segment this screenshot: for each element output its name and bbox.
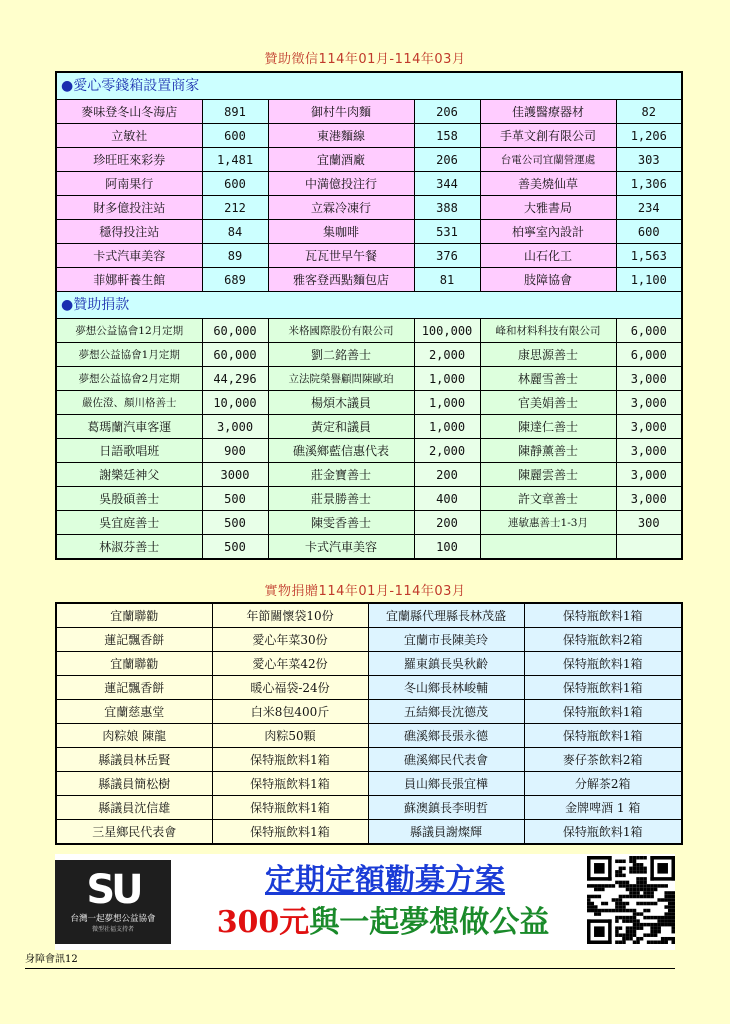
donation-amount: 234 xyxy=(616,196,682,220)
donation-amount: 84 xyxy=(202,220,268,244)
donor-name: 連敏惠善士1-3月 xyxy=(480,511,616,535)
donor-name: 肢障協會 xyxy=(480,268,616,292)
table-row xyxy=(56,748,682,772)
donation-amount: 1,000 xyxy=(414,367,480,391)
donor-name: 立敏社 xyxy=(56,124,202,148)
donor-name: 陳麗雲善士 xyxy=(480,463,616,487)
gift-item: 暖心福袋-24份 xyxy=(212,676,368,700)
table-row xyxy=(56,463,682,487)
donation-amount: 600 xyxy=(616,220,682,244)
donation-amount: 400 xyxy=(414,487,480,511)
donation-amount xyxy=(616,535,682,560)
donation-amount: 158 xyxy=(414,124,480,148)
giver-name: 宜蘭市長陳美玲 xyxy=(368,628,524,652)
giver-name: 蓮記飄香餅 xyxy=(56,676,212,700)
donation-amount: 3,000 xyxy=(616,487,682,511)
gift-item: 白米8包400斤 xyxy=(212,700,368,724)
donor-name: 麥味登冬山冬海店 xyxy=(56,100,202,124)
donor-name: 菲娜軒養生館 xyxy=(56,268,202,292)
donor-name: 林麗雪善士 xyxy=(480,367,616,391)
donation-amount: 1,306 xyxy=(616,172,682,196)
table-row xyxy=(56,391,682,415)
donation-amount: 6,000 xyxy=(616,343,682,367)
table-row xyxy=(56,100,682,124)
table-row xyxy=(56,628,682,652)
gift-item: 分解茶2箱 xyxy=(524,772,682,796)
donor-name: 吳殷碩善士 xyxy=(56,487,202,511)
donor-name: 宜蘭酒廠 xyxy=(268,148,414,172)
table-row xyxy=(56,319,682,343)
donation-amount: 600 xyxy=(202,124,268,148)
donor-name: 林淑芬善士 xyxy=(56,535,202,560)
giver-name: 縣議員沈信雄 xyxy=(56,796,212,820)
campaign-headline: 定期定額勸募方案 xyxy=(265,863,505,898)
donation-amount: 1,100 xyxy=(616,268,682,292)
donor-name: 山石化工 xyxy=(480,244,616,268)
gift-item: 肉粽50顆 xyxy=(212,724,368,748)
giver-name: 羅東鎮長吳秋齡 xyxy=(368,652,524,676)
footer-page-label: 身障會訊12 xyxy=(25,954,675,969)
donation-amount: 60,000 xyxy=(202,319,268,343)
donor-name: 穩得投注站 xyxy=(56,220,202,244)
gift-item: 保特瓶飲料1箱 xyxy=(524,652,682,676)
donor-name: 瓦瓦世早午餐 xyxy=(268,244,414,268)
donation-amount: 200 xyxy=(414,511,480,535)
donation-amount: 81 xyxy=(414,268,480,292)
giver-name: 冬山鄉長林峻輔 xyxy=(368,676,524,700)
campaign-banner xyxy=(55,854,675,950)
donation-amount: 376 xyxy=(414,244,480,268)
donation-amount: 500 xyxy=(202,511,268,535)
giver-name: 宜蘭聯勸 xyxy=(56,603,212,628)
gift-item: 保特瓶飲料1箱 xyxy=(524,676,682,700)
donation-amount: 206 xyxy=(414,148,480,172)
donor-name: 財多億投注站 xyxy=(56,196,202,220)
donor-name: 善美燒仙草 xyxy=(480,172,616,196)
donation-amount: 212 xyxy=(202,196,268,220)
donor-name: 日語歌唱班 xyxy=(56,439,202,463)
donor-name: 夢想公益協會1月定期 xyxy=(56,343,202,367)
gift-item: 年節關懷袋10份 xyxy=(212,603,368,628)
campaign-slogan xyxy=(183,904,583,942)
donor-name: 雅客登西點麵包店 xyxy=(268,268,414,292)
table-row xyxy=(56,196,682,220)
section-header: ●贊助捐款 xyxy=(56,292,682,319)
giver-name: 蘇澳鎮長李明哲 xyxy=(368,796,524,820)
donor-name: 黃定和議員 xyxy=(268,415,414,439)
table-row xyxy=(56,415,682,439)
table-row xyxy=(56,676,682,700)
donor-name: 台電公司宜蘭營運處 xyxy=(480,148,616,172)
table-row xyxy=(56,244,682,268)
table-row xyxy=(56,652,682,676)
donation-amount: 3,000 xyxy=(202,415,268,439)
donation-amount: 891 xyxy=(202,100,268,124)
donation-amount: 3,000 xyxy=(616,391,682,415)
table-row xyxy=(56,343,682,367)
donor-name: 珍旺旺來彩券 xyxy=(56,148,202,172)
giver-name: 宜蘭聯勸 xyxy=(56,652,212,676)
table-row xyxy=(56,220,682,244)
donation-amount: 600 xyxy=(202,172,268,196)
giver-name: 縣議員簡松樹 xyxy=(56,772,212,796)
table-row xyxy=(56,268,682,292)
association-logo xyxy=(55,860,171,944)
donor-name: 莊景勝善士 xyxy=(268,487,414,511)
giver-name: 肉粽娘 陳龍 xyxy=(56,724,212,748)
gift-item: 保特瓶飲料2箱 xyxy=(524,628,682,652)
donation-amount: 3,000 xyxy=(616,415,682,439)
donor-name: 吳宜庭善士 xyxy=(56,511,202,535)
donation-amount: 44,296 xyxy=(202,367,268,391)
gift-item: 保特瓶飲料1箱 xyxy=(524,820,682,845)
donor-name: 卡式汽車美容 xyxy=(56,244,202,268)
donor-name: 康思源善士 xyxy=(480,343,616,367)
donor-name: 陳雯香善士 xyxy=(268,511,414,535)
donation-amount: 1,563 xyxy=(616,244,682,268)
donor-name: 莊金寶善士 xyxy=(268,463,414,487)
donor-name: 峰和材料科技有限公司 xyxy=(480,319,616,343)
donation-amount: 344 xyxy=(414,172,480,196)
gift-item: 麥仔茶飲料2箱 xyxy=(524,748,682,772)
table-row xyxy=(56,148,682,172)
giver-name: 五結鄉長沈德茂 xyxy=(368,700,524,724)
donation-amount: 1,000 xyxy=(414,391,480,415)
donor-name: 許文章善士 xyxy=(480,487,616,511)
gift-item: 金牌啤酒 1 箱 xyxy=(524,796,682,820)
donation-amount: 60,000 xyxy=(202,343,268,367)
donor-name: 楊煩木議員 xyxy=(268,391,414,415)
giver-name: 礁溪鄉長張永德 xyxy=(368,724,524,748)
gift-item: 保特瓶飲料1箱 xyxy=(212,796,368,820)
gift-item: 愛心年菜42份 xyxy=(212,652,368,676)
donation-amount: 500 xyxy=(202,535,268,560)
donor-name: 謝樂廷神父 xyxy=(56,463,202,487)
donation-amount: 300 xyxy=(616,511,682,535)
table-row xyxy=(56,820,682,845)
donation-amount: 10,000 xyxy=(202,391,268,415)
donation-amount: 689 xyxy=(202,268,268,292)
giver-name: 宜蘭慈惠堂 xyxy=(56,700,212,724)
donor-name: 中満億投注行 xyxy=(268,172,414,196)
donor-name: 劉二銘善士 xyxy=(268,343,414,367)
donor-name xyxy=(480,535,616,560)
qr-code-icon[interactable] xyxy=(587,856,675,944)
giver-name: 三星鄉民代表會 xyxy=(56,820,212,845)
table-row xyxy=(56,511,682,535)
donor-name: 礁溪鄉藍信惠代表 xyxy=(268,439,414,463)
gift-item: 保特瓶飲料1箱 xyxy=(524,603,682,628)
donor-name: 官美娟善士 xyxy=(480,391,616,415)
logo-mark: SU xyxy=(86,867,140,913)
donor-name: 卡式汽車美容 xyxy=(268,535,414,560)
donor-name: 夢想公益協會2月定期 xyxy=(56,367,202,391)
donor-name: 夢想公益協會12月定期 xyxy=(56,319,202,343)
donation-amount: 3,000 xyxy=(616,367,682,391)
section-header: ●愛心零錢箱設置商家 xyxy=(56,72,682,100)
donor-name: 集咖啡 xyxy=(268,220,414,244)
gift-item: 保特瓶飲料1箱 xyxy=(212,748,368,772)
donation-amount: 1,481 xyxy=(202,148,268,172)
table-row xyxy=(56,772,682,796)
table-row xyxy=(56,796,682,820)
donation-amount: 500 xyxy=(202,487,268,511)
table-row xyxy=(56,172,682,196)
donor-name: 立霖冷凍行 xyxy=(268,196,414,220)
donation-amount: 303 xyxy=(616,148,682,172)
donation-amount: 2,000 xyxy=(414,343,480,367)
table-row xyxy=(56,700,682,724)
slogan-rest: 與一起夢想做公益 xyxy=(309,905,550,940)
logo-name: 台灣一起夢想公益協會 xyxy=(70,914,156,924)
donation-amount: 200 xyxy=(414,463,480,487)
donor-name: 佳護醫療器材 xyxy=(480,100,616,124)
donation-amount: 206 xyxy=(414,100,480,124)
donation-amount: 900 xyxy=(202,439,268,463)
donor-name: 御村牛肉麵 xyxy=(268,100,414,124)
donor-name: 陳靜薰善士 xyxy=(480,439,616,463)
sponsor-table xyxy=(55,71,683,560)
donation-amount: 531 xyxy=(414,220,480,244)
gift-item: 愛心年菜30份 xyxy=(212,628,368,652)
table-row xyxy=(56,367,682,391)
logo-subtitle: 微型社福支持者 xyxy=(91,926,134,933)
donor-name: 立法院榮譽顧問陳歐珀 xyxy=(268,367,414,391)
donation-amount: 100,000 xyxy=(414,319,480,343)
table-row xyxy=(56,724,682,748)
gift-item: 保特瓶飲料1箱 xyxy=(524,700,682,724)
giver-name: 縣議員謝燦輝 xyxy=(368,820,524,845)
giver-name: 礁溪鄉民代表會 xyxy=(368,748,524,772)
donor-name: 手革文創有限公司 xyxy=(480,124,616,148)
donor-name: 東港麵線 xyxy=(268,124,414,148)
donor-name: 葛瑪蘭汽車客運 xyxy=(56,415,202,439)
giver-name: 員山鄉長張宜樺 xyxy=(368,772,524,796)
gift-item: 保特瓶飲料1箱 xyxy=(212,820,368,845)
donation-amount: 3,000 xyxy=(616,439,682,463)
donation-report-title: 贊助徵信114年01月-114年03月 xyxy=(264,52,466,67)
donor-name: 柏寧室內設計 xyxy=(480,220,616,244)
donation-amount: 388 xyxy=(414,196,480,220)
table-row xyxy=(56,124,682,148)
goods-table xyxy=(55,602,683,845)
donation-amount: 89 xyxy=(202,244,268,268)
donor-name: 阿南果行 xyxy=(56,172,202,196)
donation-amount: 6,000 xyxy=(616,319,682,343)
donation-amount: 100 xyxy=(414,535,480,560)
gift-item: 保特瓶飲料1箱 xyxy=(212,772,368,796)
goods-report-title: 實物捐贈114年01月-114年03月 xyxy=(264,584,466,599)
giver-name: 宜蘭縣代理縣長林茂盛 xyxy=(368,603,524,628)
donation-amount: 3000 xyxy=(202,463,268,487)
gift-item: 保特瓶飲料1箱 xyxy=(524,724,682,748)
donation-amount: 82 xyxy=(616,100,682,124)
donation-amount: 1,000 xyxy=(414,415,480,439)
giver-name: 縣議員林岳賢 xyxy=(56,748,212,772)
table-row xyxy=(56,487,682,511)
table-row xyxy=(56,535,682,560)
slogan-amount: 300元 xyxy=(216,905,310,940)
donor-name: 嚴佐澄、顏川格善士 xyxy=(56,391,202,415)
donor-name: 大雅書局 xyxy=(480,196,616,220)
donation-amount: 2,000 xyxy=(414,439,480,463)
donation-amount: 1,206 xyxy=(616,124,682,148)
table-row xyxy=(56,603,682,628)
table-row xyxy=(56,439,682,463)
donor-name: 米格國際股份有限公司 xyxy=(268,319,414,343)
donor-name: 陳達仁善士 xyxy=(480,415,616,439)
giver-name: 蓮記飄香餅 xyxy=(56,628,212,652)
donation-amount: 3,000 xyxy=(616,463,682,487)
